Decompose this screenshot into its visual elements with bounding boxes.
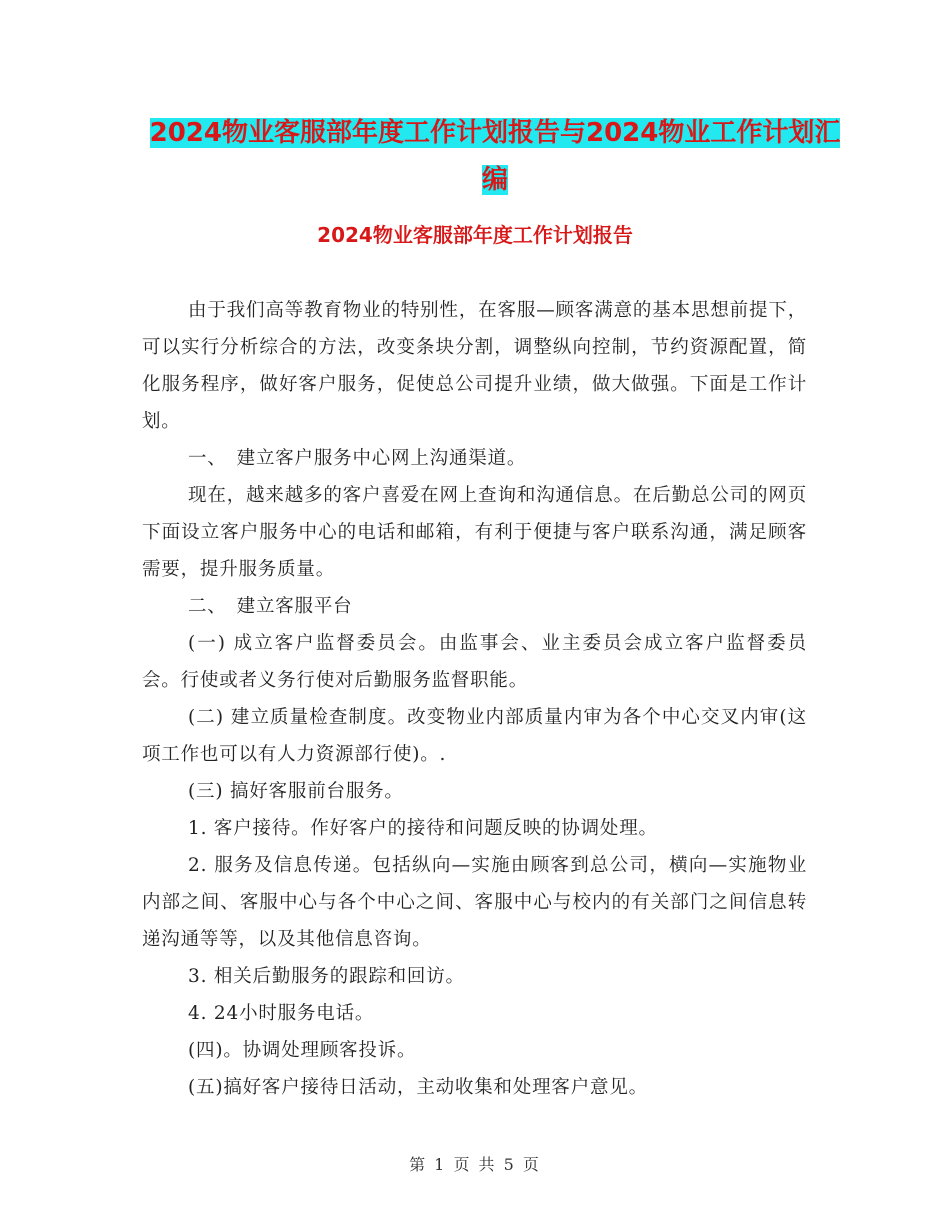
list-item: 2. 服务及信息传递。包括纵向—实施由顾客到总公司，横向—实施物业内部之间、客服中心与各个中心之间、客服中心与校内的有关部门之间信息转递沟通等等，以及其他信息咨询。 [142,855,807,950]
heading-item: 一、 建立客户服务中心网上沟通渠道。 [188,448,527,469]
list-item: (四)。协调处理顾客投诉。 [188,1040,417,1061]
list-item: (一) 成立客户监督委员会。由监事会、业主委员会成立客户监督委员会。行使或者义务行使对后勤服务监督职能。 [142,633,807,691]
paragraph: 现在，越来越多的客户喜爱在网上查询和沟通信息。在后勤总公司的网页下面设立客户服务中心的电话和邮箱，有利于便捷与客户联系沟通，满足顾客需要，提升服务质量。 [142,485,807,580]
list-item: 4. 24小时服务电话。 [188,1003,375,1024]
document-body [142,292,807,1106]
paragraph: 由于我们高等教育物业的特别性，在客服—顾客满意的基本思想前提下，可以实行分析综合的方法，改变条块分割，调整纵向控制，节约资源配置，简化服务程序，做好客户服务，促使总公司提升业绩，做大做强。下面是工作计划。 [142,300,807,432]
list-item: (二) 建立质量检查制度。改变物业内部质量内审为各个中心交叉内审(这项工作也可以有人力资源部行使)。. [142,707,807,765]
list-item: (五)搞好客户接待日活动，主动收集和处理客户意见。 [188,1077,648,1098]
page-footer: 第 1 页 共 5 页 [409,1155,541,1174]
section-title: 2024物业客服部年度工作计划报告 [317,223,633,247]
document-main-title [140,110,850,204]
heading-item: 二、 建立客服平台 [188,596,353,617]
list-item: 1. 客户接待。作好客户的接待和问题反映的协调处理。 [188,818,658,839]
title-highlight: 2024物业客服部年度工作计划报告与2024物业工作计划汇编 [149,118,841,195]
list-item: (三) 搞好客服前台服务。 [188,781,404,802]
list-item: 3. 相关后勤服务的跟踪和回访。 [188,966,465,987]
